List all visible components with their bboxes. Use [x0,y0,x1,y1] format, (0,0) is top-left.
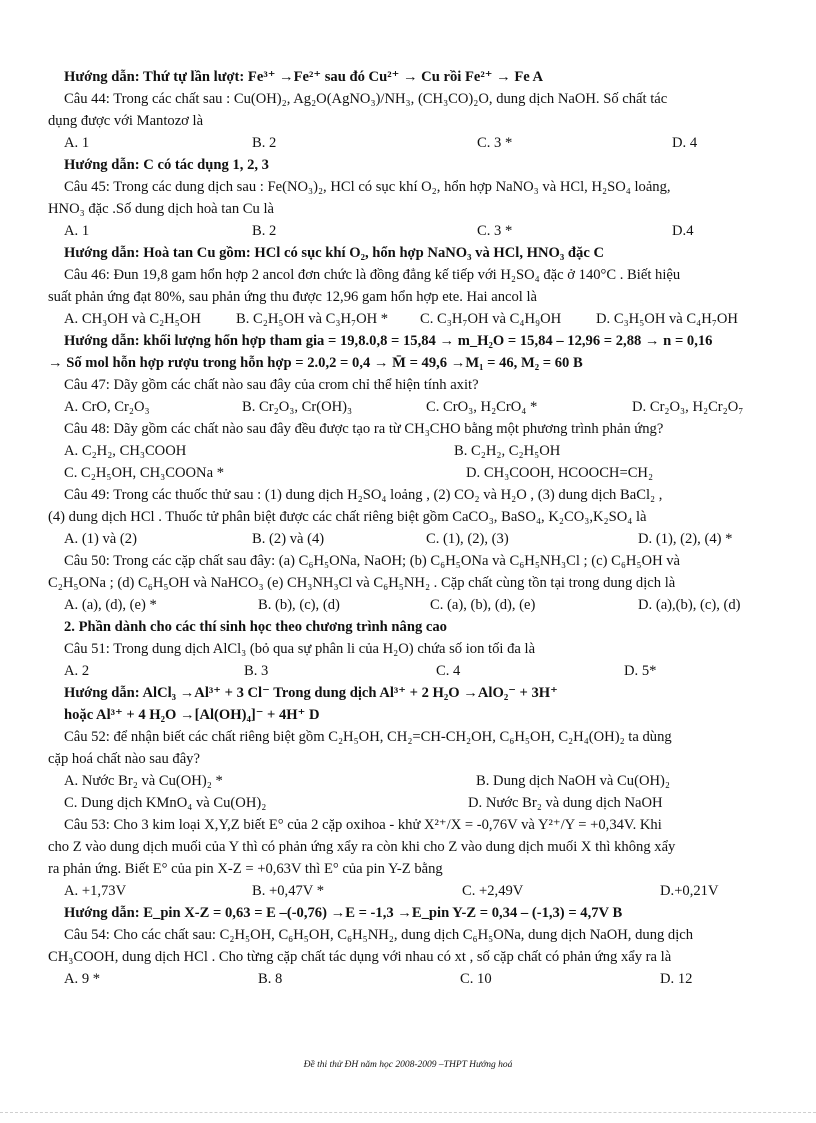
question-46: Câu 46: Đun 19,8 gam hổn hợp 2 ancol đơn chức là đồng đẳng kế tiếp với H₂SO₄ đặc ở 140°C . Biết hiệu [64,267,681,283]
option-c: C. (1), (2), (3) [426,531,509,547]
option-b: B. C₂H₂, C₂H₅OH [454,443,561,459]
options-52-row2 [64,794,770,812]
question-44-cont: dụng được với Mantozơ là [48,113,204,129]
option-c: C. Dung dịch KMnO₄ và Cu(OH)₂ [64,795,267,811]
option-c: C. C₂H₅OH, CH₃COONa * [64,465,224,481]
option-c: C. 3 * [477,135,513,151]
question-52-cont: cặp hoá chất nào sau đây? [48,751,200,767]
option-a: A. 1 [64,135,90,151]
guide-line: Hướng dẫn: Thứ tự lần lượt: Fe³⁺ →Fe²⁺ sau đó Cu²⁺ → Cu rồi Fe²⁺ → Fe A [64,69,544,85]
option-a: A. 1 [64,223,90,239]
option-c: C. (a), (b), (d), (e) [430,597,536,613]
option-d: D. (1), (2), (4) * [638,531,733,547]
option-b: B. +0,47V * [252,883,325,899]
option-a: A. Nước Br₂ và Cu(OH)₂ * [64,773,223,789]
option-d: D. 5* [624,663,657,679]
option-d: D. 4 [672,135,698,151]
question-54: Câu 54: Cho các chất sau: C₂H₅OH, C₆H₅OH, C₆H₅NH₂, dung dịch C₆H₅ONa, dung dịch NaOH, dung dịch [64,927,694,943]
option-a: A. C₂H₂, CH₃COOH [64,443,187,459]
option-d: D. Cr₂O₃, H₂Cr₂O₇ [632,399,744,415]
option-b: B. 3 [244,663,269,679]
option-b: B. Cr₂O₃, Cr(OH)₃ [242,399,353,415]
option-b: B. C₂H₅OH và C₃H₇OH * [236,311,389,327]
options-45 [64,222,770,240]
guide-line-cont: → Số mol hỗn hợp rượu trong hỗn hợp = 2.0,2 = 0,4 → M̄ = 49,6 →M₁ = 46, M₂ = 60 B [48,355,583,371]
options-49 [64,530,770,548]
option-d: D.4 [672,223,694,239]
question-48: Câu 48: Dãy gồm các chất nào sau đây đều được tạo ra từ CH₃CHO bằng một phương trình phản ứng? [64,421,664,437]
options-48-row2 [64,464,770,482]
option-d: D. C₃H₅OH và C₄H₇OH [596,311,738,327]
guide-line: Hướng dẫn: Hoà tan Cu gồm: HCl có sục khí O₂, hổn hợp NaNO₃ và HCl, HNO₃ đặc C [64,245,604,261]
option-d: D. CH₃COOH, HCOOCH=CH₂ [466,465,654,481]
option-c: C. 3 * [477,223,513,239]
question-45: Câu 45: Trong các dung dịch sau : Fe(NO₃)₂, HCl có sục khí O₂, hổn hợp NaNO₃ và HCl, H₂SO₄ loảng, [64,179,671,195]
option-a: A. CrO, Cr₂O₃ [64,399,150,415]
question-47: Câu 47: Dãy gồm các chất nào sau đây của crom chỉ thể hiện tính axit? [64,377,479,393]
guide-line: Hướng dẫn: AlCl₃ →Al³⁺ + 3 Cl⁻ Trong dung dịch Al³⁺ + 2 H₂O →AlO₂⁻ + 3H⁺ [64,685,558,701]
option-b: B. 2 [252,135,277,151]
option-c: C. 10 [460,971,492,987]
question-50-cont: C₂H₅ONa ; (d) C₆H₅OH và NaHCO₃ (e) CH₃NH₃Cl và C₆H₅NH₂ . Cặp chất cùng tồn tại trong dung dịch là [48,575,676,591]
guide-line-cont: hoặc Al³⁺ + 4 H₂O →[Al(OH)₄]⁻ + 4H⁺ D [64,707,320,723]
page-footer: Đề thi thử ĐH năm học 2008-2009 –THPT Hướng hoá [303,1060,513,1070]
options-44 [64,134,770,152]
page-bottom-divider [0,1112,816,1113]
option-a: A. +1,73V [64,883,127,899]
question-53-cont: cho Z vào dung dịch muối của Y thì có phản ứng xẩy ra còn khi cho Z vào dung dịch muối X thì không xẩy [48,839,676,855]
option-a: A. (a), (d), (e) * [64,597,157,613]
question-49-cont: (4) dung dịch HCl . Thuốc tử phân biệt được các chất riêng biệt gồm CaCO₃, BaSO₄, K₂CO₃,K₂SO₄ là [48,509,647,525]
option-a: A. 9 * [64,971,101,987]
options-46 [48,310,754,328]
option-d: D. Nước Br₂ và dung dịch NaOH [468,795,663,811]
option-d: D. (a),(b), (c), (d) [638,597,741,613]
guide-line: Hướng dẫn: E_pin X-Z = 0,63 = E –(-0,76) →E = -1,3 →E_pin Y-Z = 0,34 – (-1,3) = 4,7V B [64,905,623,921]
question-49: Câu 49: Trong các thuốc thử sau : (1) dung dịch H₂SO₄ loảng , (2) CO₂ và H₂O , (3) dung dịch BaCl₂ , [64,487,663,503]
options-53 [64,882,770,900]
question-53-cont2: ra phản ứng. Biết E° của pin X-Z = +0,63V thì E° của pin Y-Z bằng [48,861,443,877]
option-b: B. 8 [258,971,283,987]
option-a: A. (1) và (2) [64,531,137,547]
question-54-cont: CH₃COOH, dung dịch HCl . Cho từng cặp chất tác dụng với nhau có xt , số cặp chất có phản ứng xẩy ra là [48,949,672,965]
option-a: A. CH₃OH và C₂H₅OH [64,311,201,327]
question-50: Câu 50: Trong các cặp chất sau đây: (a) C₆H₅ONa, NaOH; (b) C₆H₅ONa và C₆H₅NH₃Cl ; (c) C₆H₅OH và [64,553,681,569]
options-54 [64,970,770,988]
options-50 [64,596,770,614]
question-45-cont: HNO₃ đặc .Số dung dịch hoà tan Cu là [48,201,274,217]
section-heading: 2. Phần dành cho các thí sinh học theo chương trình nâng cao [64,619,447,635]
question-51: Câu 51: Trong dung dịch AlCl₃ (bỏ qua sự phân li của H₂O) chứa số ion tối đa là [64,641,536,657]
question-53: Câu 53: Cho 3 kim loại X,Y,Z biết E° của 2 cặp oxihoa - khử X²⁺/X = -0,76V và Y²⁺/Y = +0,34V. Khi [64,817,662,833]
guide-line: Hướng dẫn: khối lượng hổn hợp tham gia = 19,8.0,8 = 15,84 → m_H₂O = 15,84 – 12,96 = 2,88 → n = 0,16 [64,333,713,349]
option-b: B. Dung dịch NaOH và Cu(OH)₂ [476,773,670,789]
option-b: B. 2 [252,223,277,239]
option-c: C. CrO₃, H₂CrO₄ * [426,399,538,415]
option-d: D.+0,21V [660,883,719,899]
options-48-row1 [64,442,770,460]
question-52: Câu 52: để nhận biết các chất riêng biệt gồm C₂H₅OH, CH₂=CH-CH₂OH, C₆H₅OH, C₂H₄(OH)₂ ta dùng [64,729,672,745]
option-c: C. 4 [436,663,461,679]
options-47 [64,398,770,416]
option-a: A. 2 [64,663,90,679]
option-b: B. (b), (c), (d) [258,597,340,613]
option-c: C. +2,49V [462,883,524,899]
question-44: Câu 44: Trong các chất sau : Cu(OH)₂, Ag₂O(AgNO₃)/NH₃, (CH₃CO)₂O, dung dịch NaOH. Số chất tác [64,91,668,107]
guide-line: Hướng dẫn: C có tác dụng 1, 2, 3 [64,157,269,173]
option-b: B. (2) và (4) [252,531,325,547]
question-46-cont: suất phản ứng đạt 80%, sau phản ứng thu được 12,96 gam hổn hợp ete. Hai ancol là [48,289,538,305]
option-d: D. 12 [660,971,693,987]
options-51 [64,662,770,680]
options-52-row1 [64,772,770,790]
option-c: C. C₃H₇OH và C₄H₉OH [420,311,562,327]
